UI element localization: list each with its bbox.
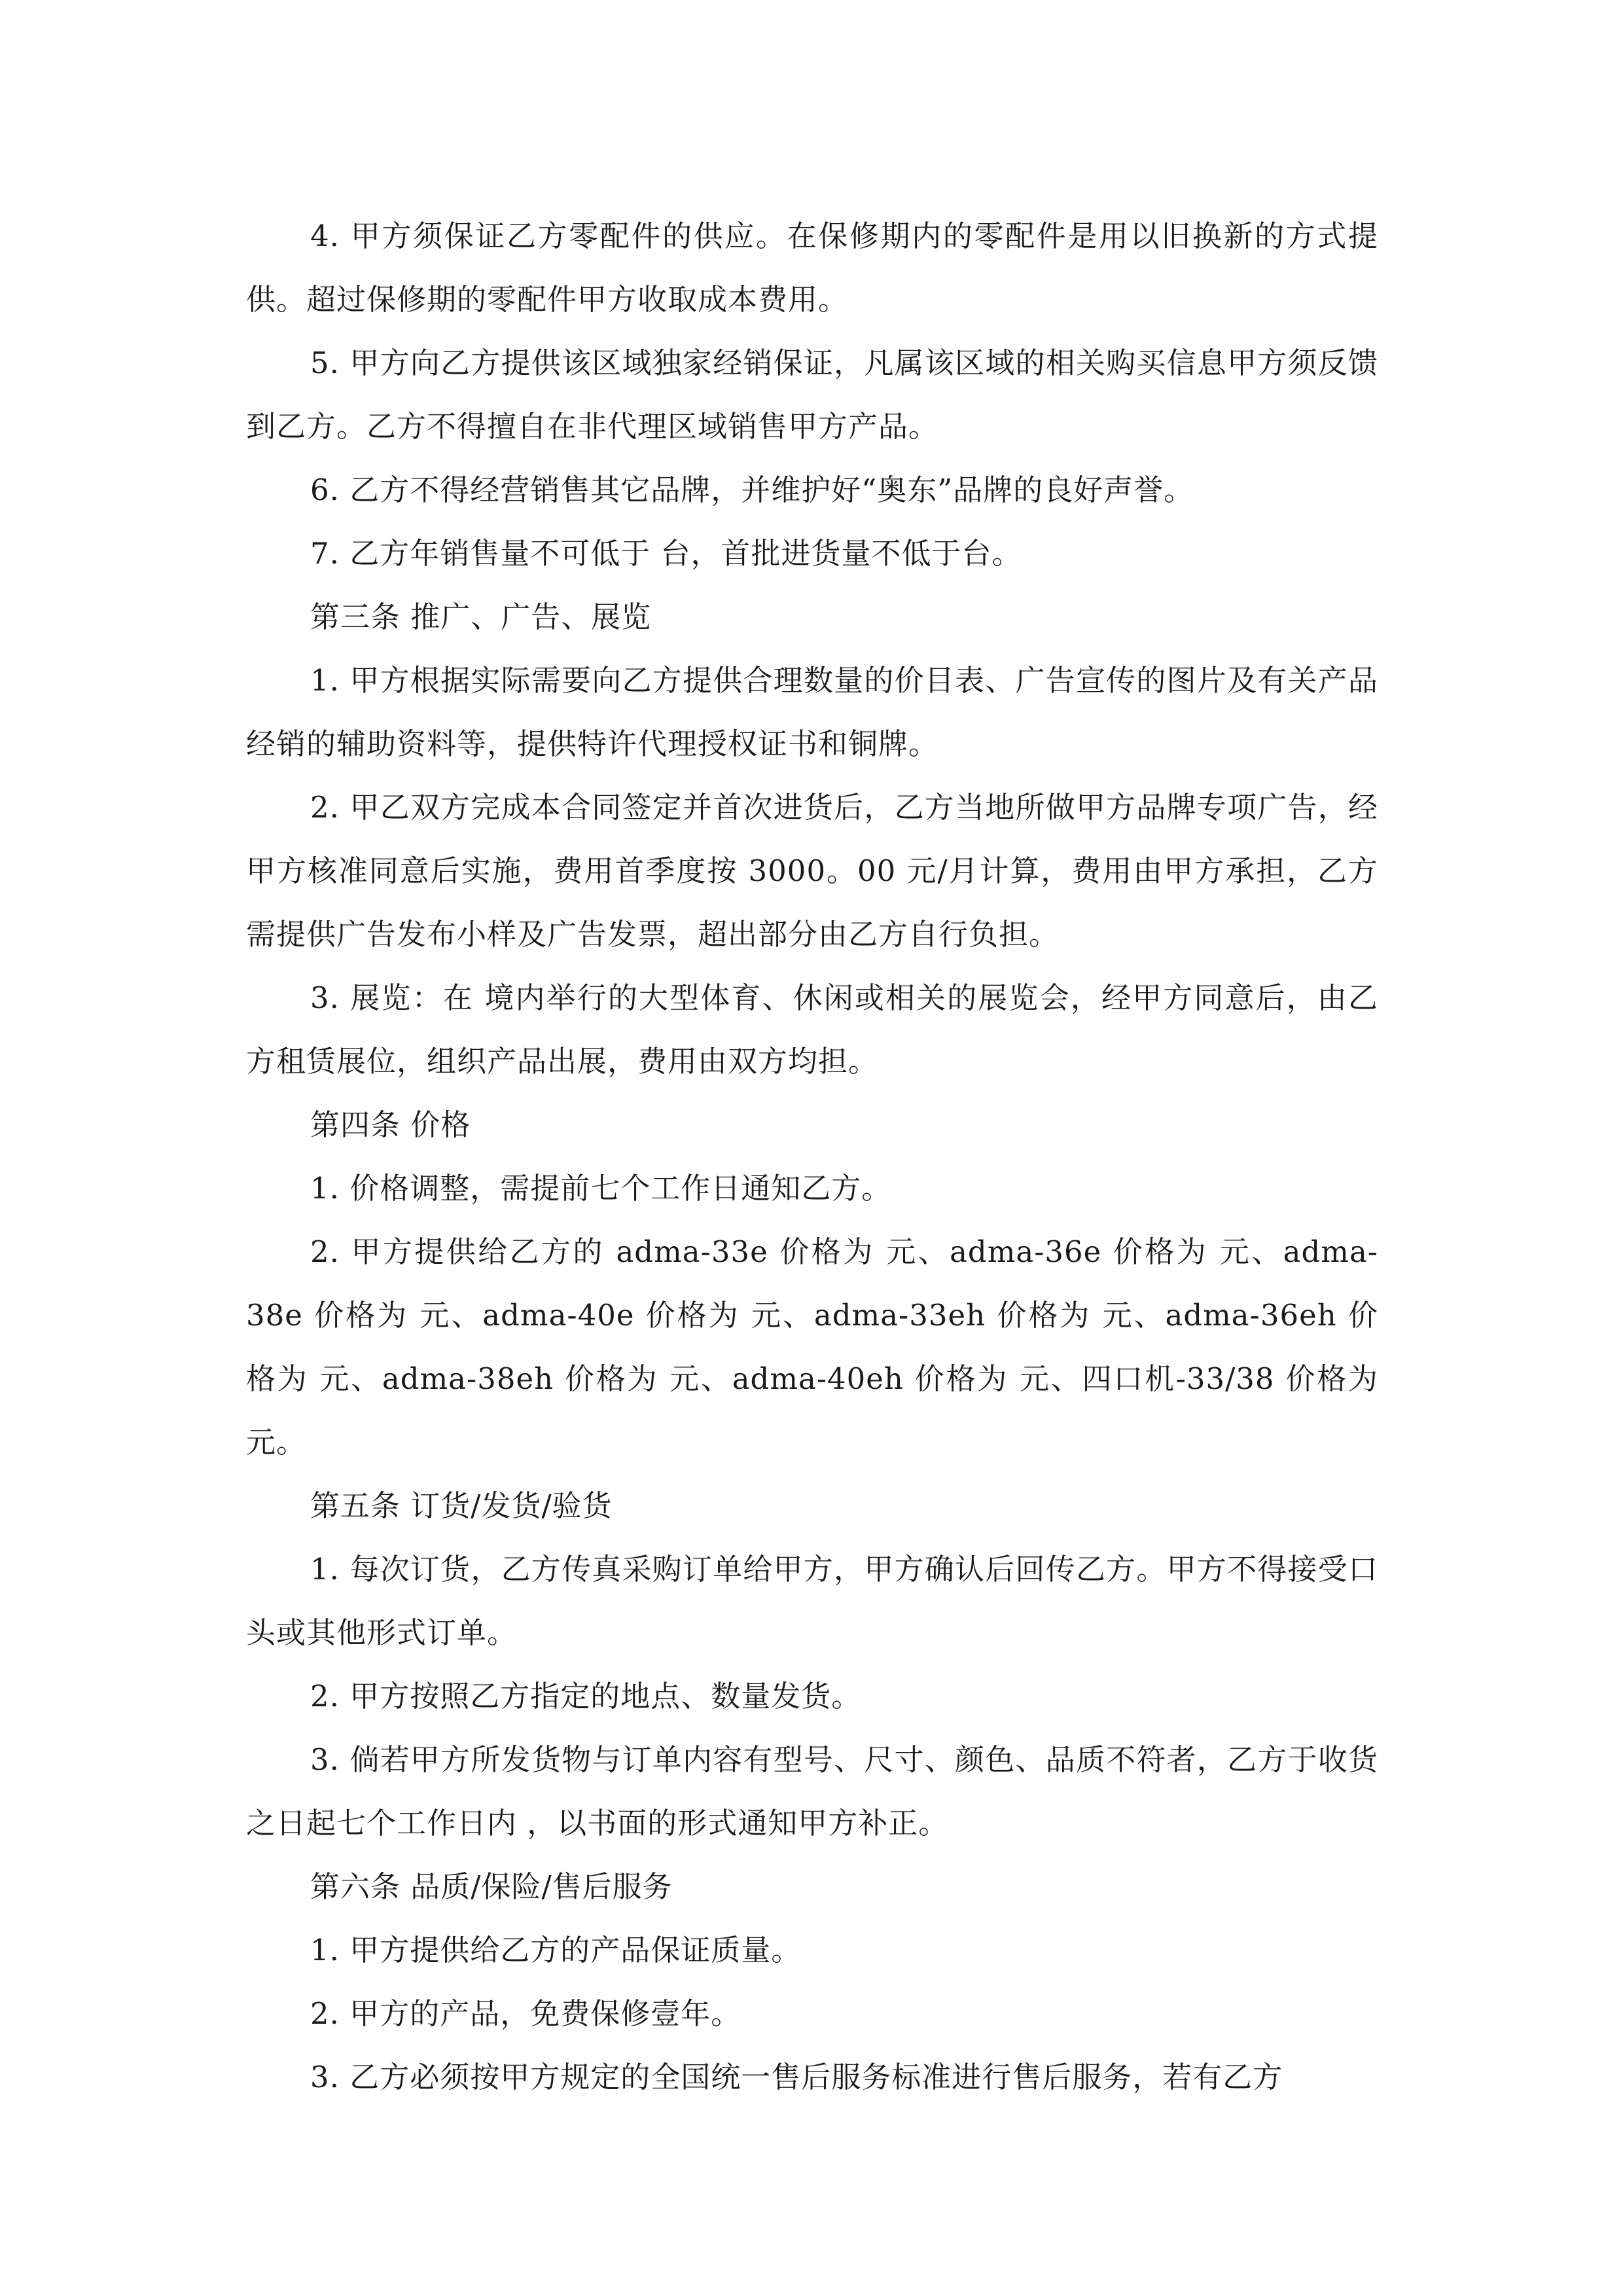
clause-item: 2. 甲乙双方完成本合同签定并首次进货后，乙方当地所做甲方品牌专项广告，经甲方核准同意后实施，费用首季度按 3000。00 元/月计算，费用由甲方承担，乙方需提供广告发布小样及广告发票，超出部分由乙方自行负担。 bbox=[246, 790, 1378, 952]
clause-item: 1. 每次订货，乙方传真采购订单给甲方，甲方确认后回传乙方。甲方不得接受口头或其他形式订单。 bbox=[246, 1552, 1378, 1650]
article-heading: 第五条 订货/发货/验货 bbox=[310, 1488, 613, 1523]
clause-item: 7. 乙方年销售量不可低于 台，首批进货量不低于台。 bbox=[310, 536, 1022, 571]
document-body bbox=[246, 204, 1378, 2109]
clause-item: 2. 甲方按照乙方指定的地点、数量发货。 bbox=[310, 1679, 862, 1713]
clause-item: 5. 甲方向乙方提供该区域独家经销保证，凡属该区域的相关购买信息甲方须反馈到乙方。乙方不得擅自在非代理区域销售甲方产品。 bbox=[246, 346, 1378, 444]
clause-item: 2. 甲方的产品，免费保修壹年。 bbox=[310, 1996, 741, 2031]
clause-item: 1. 甲方根据实际需要向乙方提供合理数量的价目表、广告宣传的图片及有关产品经销的辅助资料等，提供特许代理授权证书和铜牌。 bbox=[246, 663, 1378, 761]
article-heading: 第三条 推广、广告、展览 bbox=[310, 600, 652, 634]
clause-item: 1. 价格调整，需提前七个工作日通知乙方。 bbox=[310, 1171, 892, 1206]
article-heading: 第四条 价格 bbox=[310, 1107, 471, 1142]
clause-item: 4. 甲方须保证乙方零配件的供应。在保修期内的零配件是用以旧换新的方式提供。超过保修期的零配件甲方收取成本费用。 bbox=[246, 219, 1378, 317]
article-heading: 第六条 品质/保险/售后服务 bbox=[310, 1869, 673, 1904]
clause-item: 6. 乙方不得经营销售其它品牌，并维护好“奥东”品牌的良好声誉。 bbox=[310, 473, 1194, 507]
clause-item: 1. 甲方提供给乙方的产品保证质量。 bbox=[310, 1933, 802, 1967]
clause-item: 3. 乙方必须按甲方规定的全国统一售后服务标准进行售后服务，若有乙方 bbox=[310, 2060, 1283, 2094]
clause-item: 3. 展览：在 境内举行的大型体育、休闲或相关的展览会，经甲方同意后，由乙方租赁展位，组织产品出展，费用由双方均担。 bbox=[246, 980, 1378, 1079]
clause-item: 2. 甲方提供给乙方的 adma-33e 价格为 元、adma-36e 价格为 元、adma-38e 价格为 元、adma-40e 价格为 元、adma-33eh 价格为 元、adma-36eh 价格为 元、adma-38eh 价格为 元、adma-40eh 价格为 元、四口机-33/38 价格为 元。 bbox=[246, 1234, 1378, 1460]
clause-item: 3. 倘若甲方所发货物与订单内容有型号、尺寸、颜色、品质不符者，乙方于收货之日起七个工作日内 ，以书面的形式通知甲方补正。 bbox=[246, 1742, 1378, 1840]
